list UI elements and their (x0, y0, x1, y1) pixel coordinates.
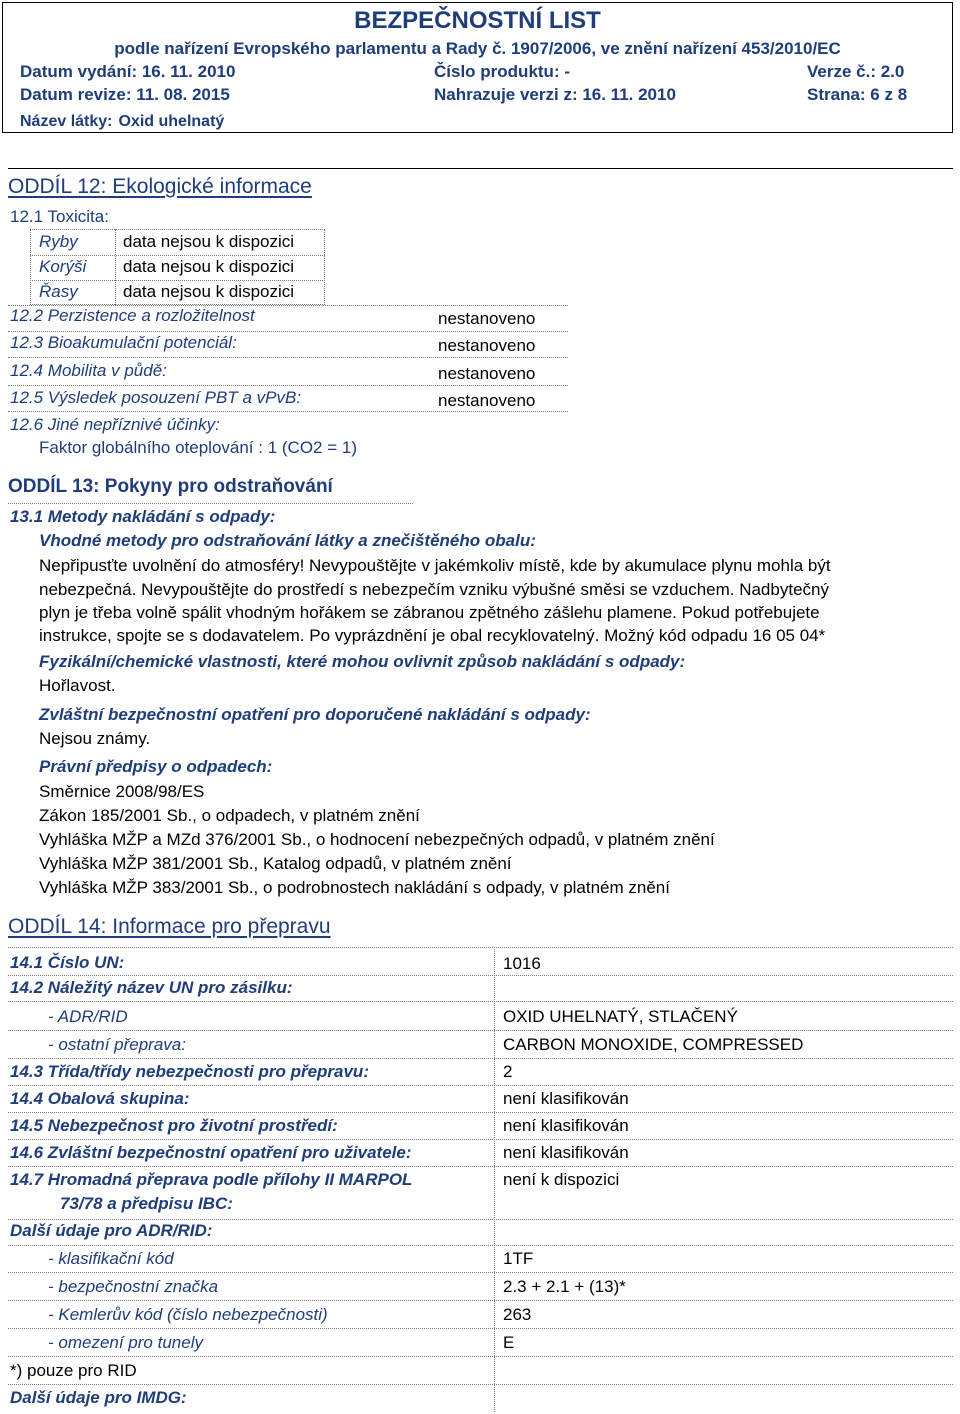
other-transport-label: - ostatní přeprava: (48, 1035, 186, 1054)
pbt-label: 12.5 Výsledek posouzení PBT a vPvB: (10, 388, 302, 407)
row-separator (8, 357, 568, 358)
marpol-value: není k dispozici (503, 1170, 620, 1189)
version: Verze č.: 2.0 (807, 62, 905, 81)
section-14-column-divider (494, 947, 495, 1412)
pbt-value: nestanoveno (438, 391, 536, 410)
toxicity-organism: Řasy (39, 282, 78, 301)
tunnel-restriction-value: E (503, 1333, 515, 1352)
row-separator (8, 411, 568, 412)
legal-item: Směrnice 2008/98/ES (39, 782, 205, 801)
row-separator (8, 1058, 953, 1059)
imdg-label: Další údaje pro IMDG: (10, 1388, 187, 1407)
section-14-title: ODDÍL 14: Informace pro přepravu (8, 915, 331, 938)
section-13-title: ODDÍL 13: Pokyny pro odstraňování (8, 476, 333, 497)
waste-methods-label: 13.1 Metody nakládání s odpady: (10, 507, 276, 526)
section-13-underline (8, 503, 413, 504)
disposal-paragraph-line: plyn je třeba volně spálit vhodným hořákem se zábranou zpětného zášlehu plamene. Pokud potřebujete (39, 603, 820, 622)
environment-hazard-label: 14.5 Nebezpečnost pro životní prostředí: (10, 1116, 338, 1135)
toxicity-row-line (30, 280, 325, 281)
row-separator (8, 1112, 953, 1113)
persistence-label: 12.2 Perzistence a rozložitelnost (10, 306, 255, 325)
toxicity-value: data nejsou k dispozici (123, 232, 295, 251)
soil-mobility-value: nestanoveno (438, 364, 536, 383)
substance-name (20, 113, 224, 131)
adr-more-label: Další údaje pro ADR/RID: (10, 1221, 213, 1240)
bioaccumulation-value: nestanoveno (438, 336, 536, 355)
row-separator (8, 947, 953, 948)
section-12-title: ODDÍL 12: Ekologické informace (8, 175, 312, 198)
toxicity-value: data nejsou k dispozici (123, 257, 295, 276)
row-separator (8, 1030, 953, 1031)
un-number-value: 1016 (503, 954, 541, 973)
user-precautions-label: 14.6 Zvláštní bezpečnostní opatření pro uživatele: (10, 1143, 412, 1162)
replaces-version: Nahrazuje verzi z: 16. 11. 2010 (434, 85, 676, 104)
legal-item: Vyhláška MŽP a MZd 376/2001 Sb., o hodnocení nebezpečných odpadů, v platném znění (39, 830, 715, 849)
shipping-name-label: 14.2 Náležitý název UN pro zásilku: (10, 978, 293, 997)
revision-date: Datum revize: 11. 08. 2015 (20, 85, 230, 104)
document-title: BEZPEČNOSTNÍ LIST (354, 7, 601, 34)
row-separator (8, 1085, 953, 1086)
hazard-class-label: 14.3 Třída/třídy nebezpečnosti pro přepravu: (10, 1062, 369, 1081)
rid-footnote: *) pouze pro RID (10, 1361, 137, 1380)
toxicity-organism: Korýši (39, 257, 87, 276)
row-separator (8, 1384, 953, 1385)
document-header (2, 2, 953, 133)
row-separator (8, 1245, 953, 1246)
classification-code-label: - klasifikační kód (48, 1249, 174, 1268)
toxicity-organism: Ryby (39, 232, 78, 251)
physchem-value: Hořlavost. (39, 676, 116, 695)
row-separator (8, 385, 568, 386)
row-separator (8, 1139, 953, 1140)
row-separator (8, 1001, 953, 1002)
kemler-code-value: 263 (503, 1305, 532, 1324)
row-separator (8, 1166, 953, 1167)
soil-mobility-label: 12.4 Mobilita v půdě: (10, 361, 167, 380)
legal-item: Zákon 185/2001 Sb., o odpadech, v platném znění (39, 806, 420, 825)
regulation-subtitle: podle nařízení Evropského parlamentu a Rady č. 1907/2006, ve znění nařízení 453/2010/EC (114, 39, 841, 58)
substance-label: Název látky: (20, 113, 113, 130)
substance-value: Oxid uhelnatý (118, 113, 225, 130)
marpol-label: 14.7 Hromadná přeprava podle přílohy II MARPOL (10, 1170, 413, 1189)
persistence-value: nestanoveno (438, 309, 536, 328)
product-number: Číslo produktu: - (434, 62, 570, 81)
gwp-text: Faktor globálního oteplování : 1 (CO2 = 1) (39, 438, 357, 457)
un-number-label: 14.1 Číslo UN: (10, 953, 125, 972)
hazard-class-value: 2 (503, 1062, 513, 1081)
physchem-label: Fyzikální/chemické vlastnosti, které mohou ovlivnit způsob nakládání s odpady: (39, 652, 686, 671)
tunnel-restriction-label: - omezení pro tunely (48, 1333, 203, 1352)
toxicity-label: 12.1 Toxicita: (10, 207, 109, 226)
user-precautions-value: není klasifikován (503, 1143, 629, 1162)
row-separator (8, 1328, 953, 1329)
row-separator (8, 331, 568, 332)
adr-rid-label: - ADR/RID (48, 1007, 128, 1026)
special-measures-label: Zvláštní bezpečnostní opatření pro doporučené nakládání s odpady: (39, 705, 591, 724)
row-separator (8, 975, 953, 976)
toxicity-table-divider (115, 229, 116, 305)
toxicity-row-line (30, 255, 325, 256)
row-separator (8, 1272, 953, 1273)
issue-date: Datum vydání: 16. 11. 2010 (20, 62, 236, 81)
legal-item: Vyhláška MŽP 381/2001 Sb., Katalog odpadů, v platném znění (39, 854, 512, 873)
packing-group-label: 14.4 Obalová skupina: (10, 1089, 190, 1108)
classification-code-value: 1TF (503, 1249, 534, 1268)
row-separator (8, 1219, 953, 1220)
special-measures-value: Nejsou známy. (39, 729, 151, 748)
legal-label: Právní předpisy o odpadech: (39, 757, 273, 776)
bioaccumulation-label: 12.3 Bioakumulační potenciál: (10, 333, 237, 352)
disposal-paragraph-line: Nepřipusťte uvolnění do atmosféry! Nevypouštějte v jakémkoliv místě, kde by akumulace plynu mohla být (39, 556, 831, 575)
page-number: Strana: 6 z 8 (807, 85, 908, 104)
other-effects-label: 12.6 Jiné nepříznivé účinky: (10, 415, 220, 434)
marpol-label-continued: 73/78 a předpisu IBC: (60, 1194, 233, 1213)
packing-group-value: není klasifikován (503, 1089, 629, 1108)
kemler-code-label: - Kemlerův kód (číslo nebezpečnosti) (48, 1305, 328, 1324)
toxicity-value: data nejsou k dispozici (123, 282, 295, 301)
disposal-paragraph-line: nebezpečná. Nevypouštějte do prostředí s nebezpečím vzniku výbušné směsi se vzduchem. Nadbytečný (39, 580, 829, 599)
row-separator (8, 1300, 953, 1301)
safety-label-label: - bezpečnostní značka (48, 1277, 219, 1296)
suitable-methods-label: Vhodné metody pro odstraňování látky a znečištěného obalu: (39, 531, 536, 550)
safety-label-value: 2.3 + 2.1 + (13)* (503, 1277, 626, 1296)
environment-hazard-value: není klasifikován (503, 1116, 629, 1135)
adr-rid-value: OXID UHELNATÝ, STLAČENÝ (503, 1007, 738, 1026)
legal-item: Vyhláška MŽP 383/2001 Sb., o podrobnostech nakládání s odpady, v platném znění (39, 878, 670, 897)
row-separator (8, 1356, 953, 1357)
section-12-divider (8, 168, 953, 169)
disposal-paragraph-line: instrukce, spojte se s dodavatelem. Po vyprázdnění je obal recyklovatelný. Možný kód odpadu 16 05 04* (39, 626, 826, 645)
other-transport-value: CARBON MONOXIDE, COMPRESSED (503, 1035, 804, 1054)
